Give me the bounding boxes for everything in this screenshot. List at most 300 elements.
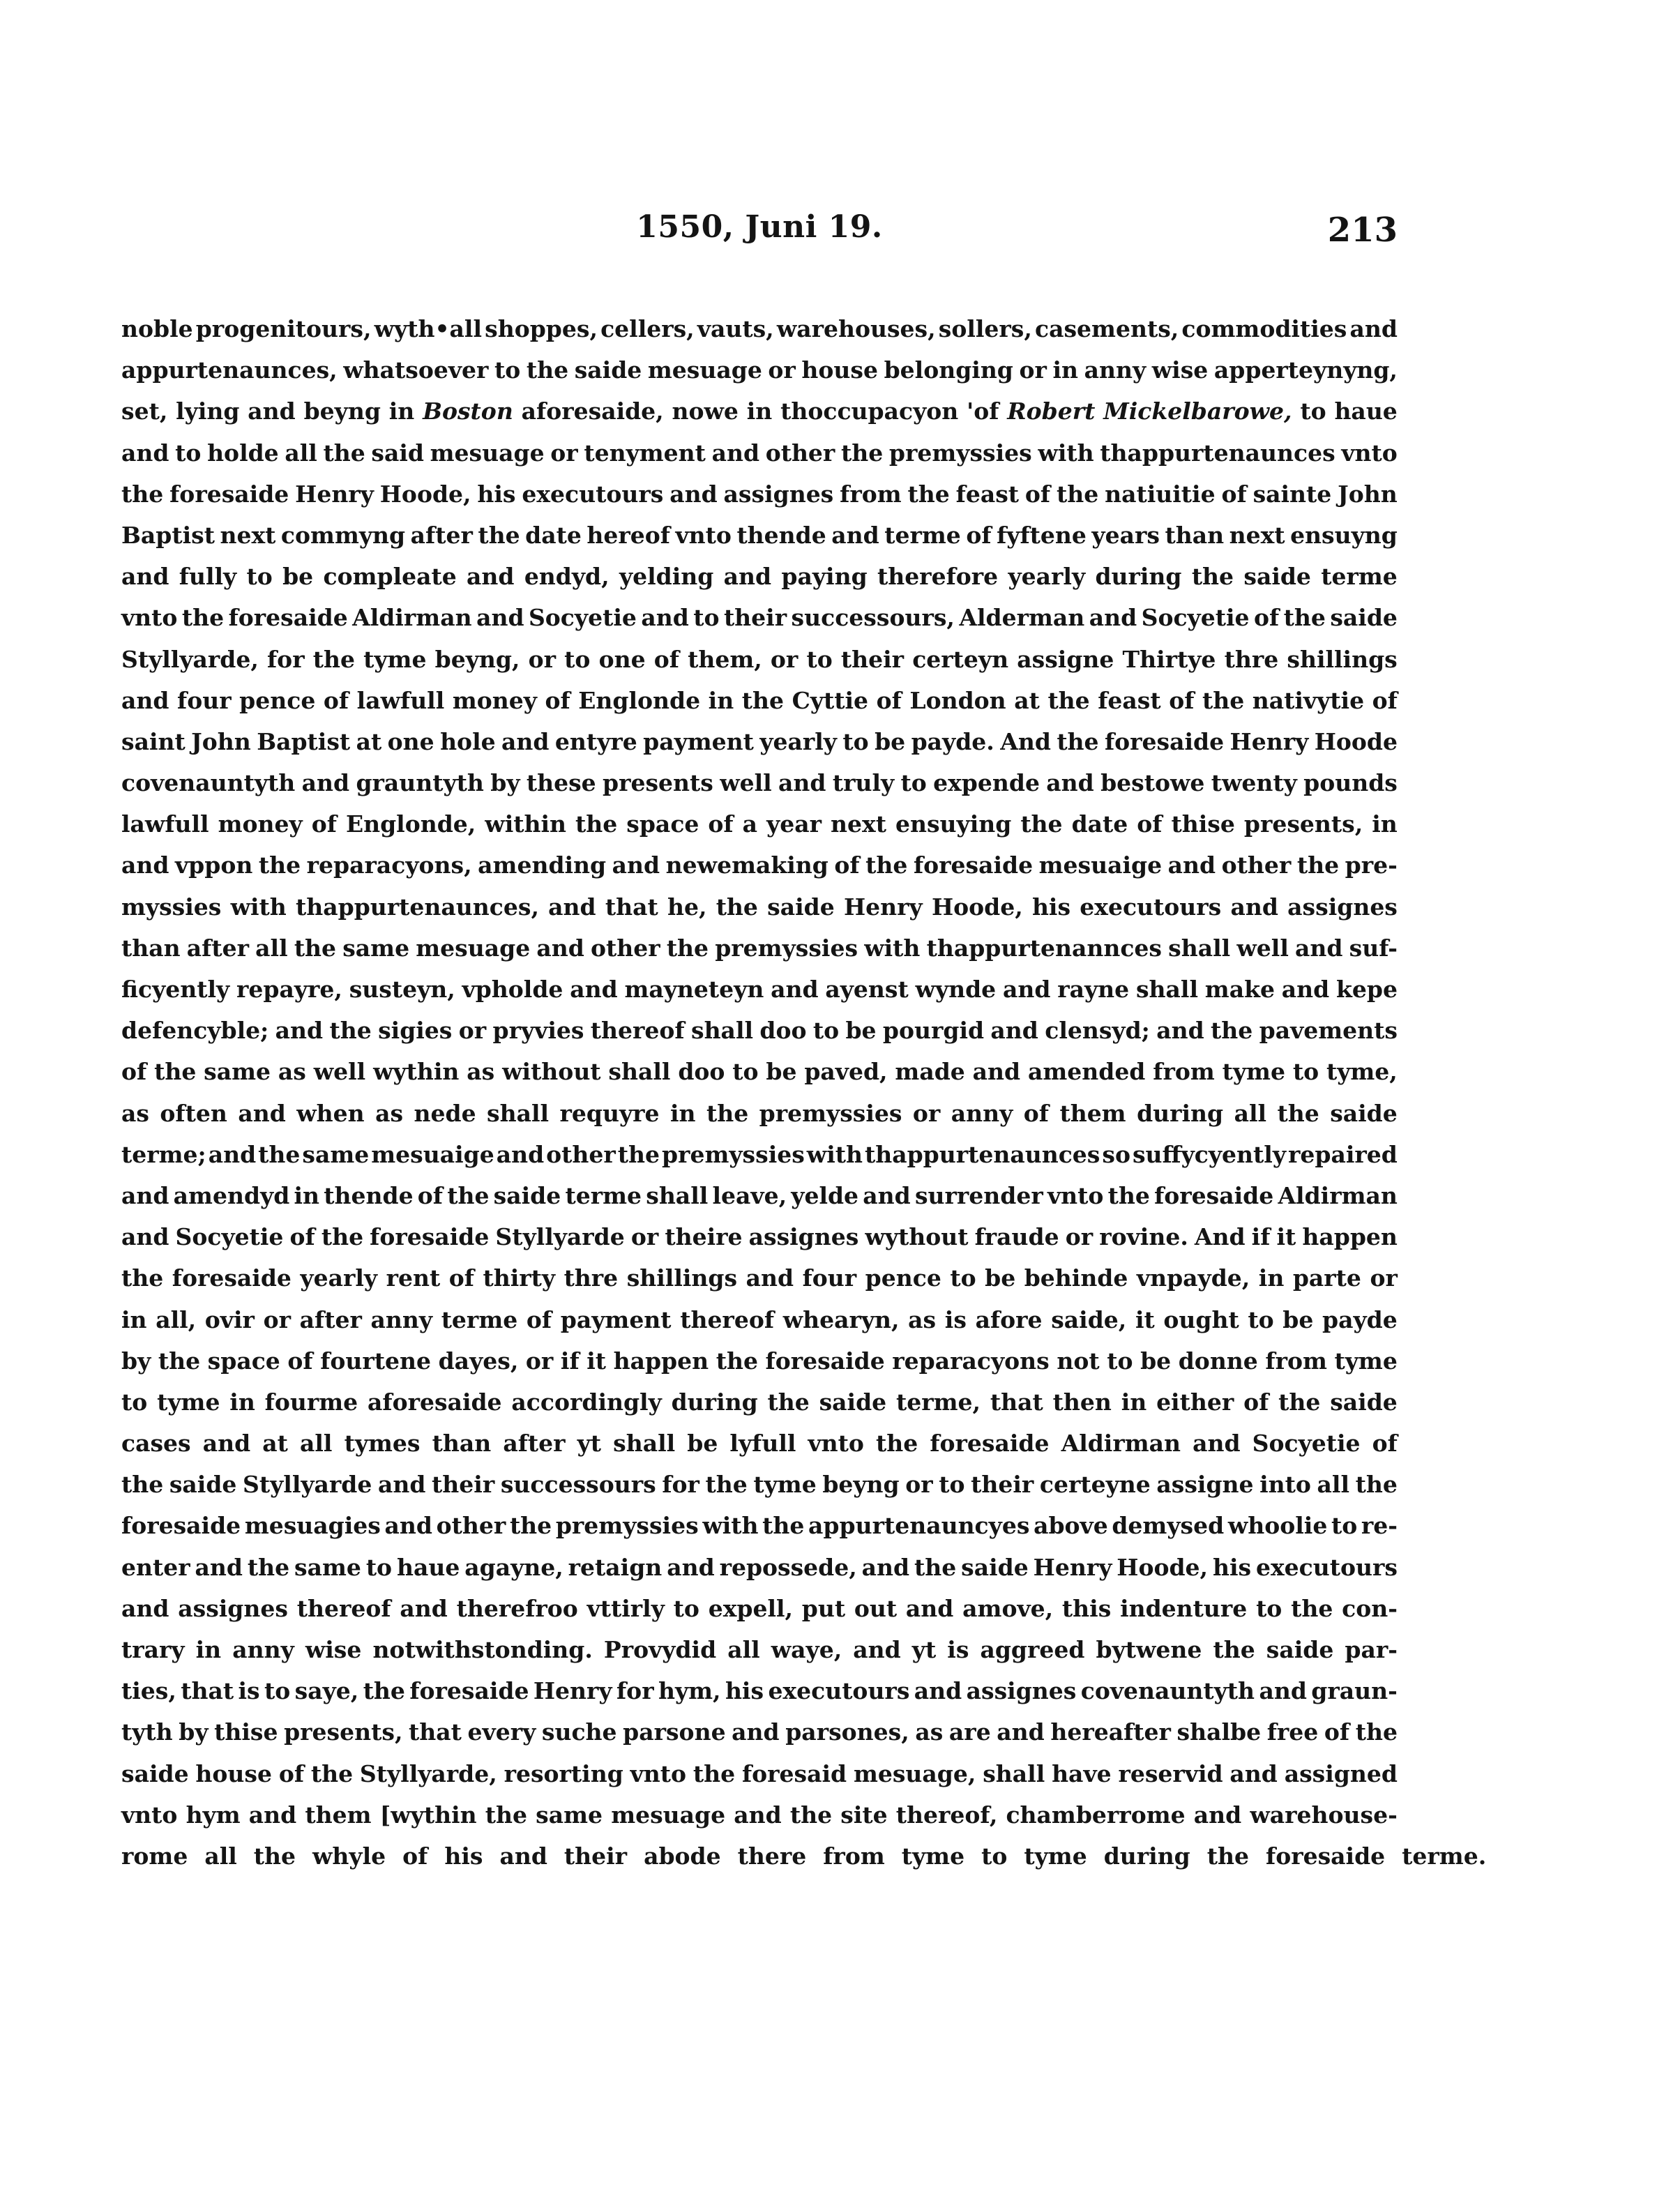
word: in [1258, 1264, 1285, 1292]
word: suche [541, 1718, 617, 1746]
word: or [525, 1347, 554, 1375]
word: expell, [708, 1594, 794, 1622]
header-date: 1550, Juni 19. [636, 209, 883, 245]
word: tyth [121, 1718, 173, 1746]
word: tyme [1222, 1058, 1285, 1086]
word: other [591, 934, 660, 962]
word: mesuage [416, 934, 531, 962]
word: these [526, 769, 596, 797]
text-line [121, 680, 1398, 721]
word: than [1165, 521, 1225, 549]
word: the [693, 1759, 736, 1787]
text-line [121, 1010, 1398, 1051]
word: of [876, 686, 902, 714]
word: the [741, 686, 784, 714]
word: tyme [1024, 1842, 1087, 1870]
word: and [208, 1140, 257, 1168]
text-line [121, 1505, 1398, 1546]
word: of [545, 686, 570, 714]
text-line [121, 515, 1398, 556]
word: saide [1330, 1099, 1398, 1127]
word: it [1135, 1305, 1155, 1333]
word: yearly [759, 727, 837, 755]
word: payde. [911, 727, 994, 755]
word: paying [781, 563, 868, 591]
word: rovine. [1099, 1223, 1188, 1251]
word: abode [644, 1842, 721, 1870]
word: and [1259, 1677, 1307, 1705]
word: in [1121, 1388, 1147, 1416]
word: and [746, 1264, 794, 1292]
word: sainte [1253, 480, 1332, 508]
word: the [1206, 1842, 1249, 1870]
word: to [900, 769, 927, 797]
word: as [278, 1058, 306, 1086]
word: and [667, 1553, 715, 1581]
word: all [1234, 1099, 1267, 1127]
word: thende [324, 1181, 414, 1209]
word: pre- [1345, 852, 1398, 879]
word: casements, [1035, 315, 1179, 342]
word: premyssies [759, 1099, 902, 1127]
word: or [1370, 1264, 1398, 1292]
word: all, [156, 1305, 197, 1333]
word: date [1071, 810, 1128, 838]
word: reservid [1118, 1759, 1223, 1787]
word: ficyently [121, 976, 230, 1003]
word: payment [643, 727, 754, 755]
word: or [768, 356, 796, 384]
word: to [1300, 398, 1326, 425]
word: trary [121, 1636, 185, 1663]
word: lying [176, 398, 240, 425]
word: Aldirman [1278, 1181, 1398, 1209]
word: the [363, 1677, 405, 1705]
text-line [121, 1464, 1398, 1505]
word: that [181, 1677, 234, 1705]
word: the [253, 1842, 296, 1870]
word: or [528, 645, 556, 673]
word: and [377, 1471, 426, 1499]
word: foresaide [172, 1264, 292, 1292]
word: all [255, 934, 288, 962]
word: to [950, 1264, 976, 1292]
word: be [282, 563, 314, 591]
word: to [175, 439, 202, 467]
text-line [121, 1175, 1398, 1216]
word: Robert [1007, 398, 1096, 425]
word: Aldirman [352, 604, 472, 632]
word: paved, [804, 1058, 888, 1086]
word: make [1204, 976, 1275, 1003]
word: and [734, 1801, 782, 1829]
word: dayes, [438, 1347, 519, 1375]
word: and [1281, 976, 1330, 1003]
word: mesuage [611, 1801, 726, 1829]
word: ensuyng [1290, 521, 1398, 549]
word: house [801, 356, 878, 384]
word: mesuaige [371, 1140, 494, 1168]
word: years [1091, 521, 1160, 549]
word: fourme [264, 1388, 358, 1416]
word: and [669, 480, 718, 508]
word: of [1253, 604, 1280, 632]
word: foresaide [370, 1223, 490, 1251]
word: the [158, 1347, 201, 1375]
word: waye, [771, 1636, 842, 1663]
word: thirty [483, 1264, 556, 1292]
word: whatsoever [343, 356, 489, 384]
word: pryvies [492, 1017, 584, 1045]
word: so [1102, 1140, 1130, 1168]
word: apperteynyng, [1213, 356, 1398, 384]
word: John [191, 727, 251, 755]
word: the [485, 1801, 528, 1829]
word: to [1331, 1512, 1358, 1540]
word: saye, [294, 1677, 359, 1705]
word: in [708, 686, 734, 714]
word: yelding [619, 563, 714, 591]
word: them [305, 1801, 372, 1829]
word: and [853, 1636, 901, 1663]
word: as [467, 1058, 495, 1086]
word: the [575, 810, 618, 838]
word: haue [1334, 398, 1398, 425]
word: tenyment [584, 439, 706, 467]
word: and [400, 1594, 448, 1622]
word: saide [1243, 563, 1311, 591]
word: for [662, 1471, 699, 1499]
word: yearly [300, 1264, 378, 1292]
word: their [563, 1842, 628, 1870]
word: graun- [1311, 1677, 1398, 1705]
word: be [766, 1058, 797, 1086]
word: and [548, 893, 596, 921]
word: Styllyarde, [359, 1759, 497, 1787]
word: well [1236, 934, 1289, 962]
word: the [247, 1553, 290, 1581]
text-line [121, 1588, 1398, 1629]
word: and [476, 604, 524, 632]
word: cellers, [600, 315, 695, 342]
word: space [626, 810, 699, 838]
word: mesuagies [244, 1512, 381, 1540]
word: fraude [974, 1223, 1059, 1251]
word: or [458, 1017, 487, 1045]
text-line [121, 391, 1398, 432]
word: the [181, 604, 225, 632]
word: of [1243, 1388, 1269, 1416]
word: Styllyarde [243, 1471, 372, 1499]
word: and [496, 1140, 545, 1168]
word: as [375, 1099, 404, 1127]
word: endyd, [524, 563, 610, 591]
word: executours [522, 480, 664, 508]
word: bytwene [1096, 1636, 1202, 1663]
word: to [673, 1594, 699, 1622]
word: after [410, 521, 473, 549]
word: the [1213, 1636, 1255, 1663]
word: his [1212, 1553, 1252, 1581]
word: of [1023, 1099, 1049, 1127]
word: Socyetie [1141, 604, 1250, 632]
word: agayne, [464, 1553, 563, 1581]
word: shillings [1287, 645, 1398, 673]
word: to [246, 563, 273, 591]
word: tyme [901, 1842, 965, 1870]
word: ayenst [825, 976, 909, 1003]
word: the [617, 1140, 660, 1168]
word: and [121, 852, 169, 879]
text-line [121, 762, 1398, 803]
word: to [494, 356, 521, 384]
word: and [997, 1718, 1045, 1746]
word: thre [563, 1264, 619, 1292]
word: to [564, 645, 591, 673]
word: Henry [533, 1677, 612, 1705]
text-line [121, 1257, 1398, 1299]
word: Henry [295, 480, 374, 508]
word: yearly [1008, 563, 1086, 591]
word: of [323, 686, 349, 714]
word: terme [1321, 563, 1398, 591]
word: in [388, 398, 415, 425]
word: during [1095, 563, 1182, 591]
word: aforesaide [368, 1388, 502, 1416]
word: with [702, 1512, 759, 1540]
word: of [287, 1347, 313, 1375]
word: in [195, 1636, 222, 1663]
word: his [1031, 893, 1071, 921]
word: amending [478, 852, 607, 879]
text-line [121, 928, 1398, 969]
word: of [1372, 686, 1398, 714]
word: and [202, 1430, 251, 1458]
text-line [121, 1794, 1398, 1836]
word: with [806, 1140, 863, 1168]
word: appurtenauncyes [808, 1512, 1030, 1540]
word: Socyetie [175, 1223, 284, 1251]
word: terme [441, 1305, 518, 1333]
word: date [525, 521, 582, 549]
word: and [301, 769, 350, 797]
word: the [1355, 1471, 1398, 1499]
running-head [121, 202, 1398, 258]
word: tyme [1334, 1347, 1398, 1375]
word: certeyn [912, 645, 1009, 673]
word: shoppes, [485, 315, 598, 342]
word: to [806, 645, 833, 673]
word: of [1169, 686, 1195, 714]
word: and [121, 1594, 169, 1622]
word: be [845, 1017, 877, 1045]
word: without [502, 1058, 601, 1086]
word: thappurtenaunces [864, 1140, 1100, 1168]
word: Styllyarde [495, 1223, 625, 1251]
word: Socyetie [528, 604, 637, 632]
word: wynde [915, 976, 997, 1003]
word: fourtene [320, 1347, 432, 1375]
text-line [121, 803, 1398, 845]
word: Baptist [257, 727, 351, 755]
word: in [669, 1099, 696, 1127]
word: rent [386, 1264, 441, 1292]
word: assignes [966, 1677, 1077, 1705]
word: Hoode, [931, 893, 1023, 921]
word: to [365, 1553, 393, 1581]
word: at [356, 727, 382, 755]
word: or [550, 439, 578, 467]
word: noble [121, 315, 193, 342]
word: the [121, 1264, 164, 1292]
word: vnto [675, 521, 732, 549]
word: the [1355, 1718, 1398, 1746]
word: site [840, 1801, 888, 1829]
word: and [972, 1058, 1021, 1086]
word: shall [1168, 934, 1231, 962]
word: covenauntyth [1080, 1677, 1255, 1705]
word: same [342, 934, 410, 962]
word: and [1295, 934, 1343, 962]
word: Alderman [959, 604, 1085, 632]
word: anny [370, 1305, 433, 1333]
word: Baptist [121, 521, 215, 549]
word: natiuitie [1105, 480, 1216, 508]
word: the [1291, 1594, 1333, 1622]
word: terme, [896, 1388, 981, 1416]
word: his [477, 480, 516, 508]
word: resorting [504, 1759, 623, 1787]
word: tymes [344, 1430, 421, 1458]
word: anny [1084, 356, 1147, 384]
text-line [121, 969, 1398, 1010]
word: certeyne [1039, 1471, 1151, 1499]
word: other [1221, 852, 1292, 879]
word: the [121, 480, 164, 508]
word: to [842, 727, 869, 755]
word: from [823, 1842, 885, 1870]
word: belonging [884, 356, 1013, 384]
word: vnto [121, 1801, 178, 1829]
word: of [1221, 480, 1247, 508]
word: the [294, 934, 337, 962]
word: premyssies [661, 1140, 805, 1168]
word: donne [1178, 1347, 1258, 1375]
word: the [154, 1058, 197, 1086]
word: presents, [284, 1718, 403, 1746]
word: the [329, 1017, 372, 1045]
word: vnto [630, 1759, 687, 1787]
word: house [195, 1759, 272, 1787]
word: mesuaige [1038, 852, 1163, 879]
word: foresaide [228, 604, 348, 632]
word: the [1107, 1181, 1150, 1209]
word: thre [1224, 645, 1279, 673]
word: premyssies [888, 439, 1032, 467]
word: not [1057, 1347, 1100, 1375]
word: and [384, 1512, 432, 1540]
word: next [220, 521, 276, 549]
word: other [436, 1512, 506, 1540]
word: the [876, 1430, 918, 1458]
word: doo [759, 1017, 807, 1045]
word: nowe [672, 398, 739, 425]
word: that [409, 1718, 462, 1746]
word: defencyble; [121, 1017, 269, 1045]
word: by [490, 769, 520, 797]
text-line [121, 721, 1398, 762]
word: assignes [748, 1223, 859, 1251]
word: into [1259, 1471, 1311, 1499]
word: or [263, 1305, 291, 1333]
text-line [121, 474, 1398, 515]
word: Henry [1033, 1553, 1112, 1581]
word: ought [1163, 1305, 1239, 1333]
word: thereof [590, 1017, 685, 1045]
word: often [160, 1099, 227, 1127]
word: the [1211, 1017, 1253, 1045]
word: therefroo [456, 1594, 578, 1622]
word: next [1229, 521, 1285, 549]
word: the [716, 1347, 758, 1375]
word: the [907, 480, 950, 508]
word: and [914, 1677, 962, 1705]
word: expende [933, 769, 1040, 797]
word: and [1089, 604, 1137, 632]
text-line [121, 1629, 1398, 1670]
word: the [1283, 604, 1326, 632]
word: assignes [1287, 893, 1398, 921]
word: premyssies [715, 934, 858, 962]
word: bestowe [1100, 769, 1205, 797]
word: rayne [1057, 976, 1130, 1003]
word: as [908, 1305, 937, 1333]
word: and [570, 976, 618, 1003]
word: rome [121, 1842, 188, 1870]
word: whearyn, [782, 1305, 900, 1333]
word: of [966, 521, 992, 549]
word: during [671, 1388, 758, 1416]
word: terme. [1402, 1842, 1487, 1870]
word: than [432, 1430, 492, 1458]
word: and [863, 1181, 911, 1209]
word: to [264, 1677, 291, 1705]
word: vnto [808, 1430, 864, 1458]
word: the [1057, 727, 1099, 755]
word: next [831, 810, 886, 838]
word: nede [414, 1099, 476, 1127]
word: premyssies [555, 1512, 699, 1540]
word: them [1059, 1099, 1126, 1127]
word: and [1002, 976, 1051, 1003]
word: them, [688, 645, 762, 673]
word: and [248, 398, 296, 425]
word: hym, [658, 1677, 721, 1705]
word: retaign [568, 1553, 663, 1581]
word: yelde [791, 1181, 859, 1209]
word: cases [121, 1430, 191, 1458]
word: leave, [712, 1181, 787, 1209]
word: payment [560, 1305, 672, 1333]
word: and [1193, 1430, 1241, 1458]
word: free [1266, 1718, 1319, 1746]
word: to [1107, 1347, 1133, 1375]
word: shall [608, 1058, 671, 1086]
word: sollers, [938, 315, 1032, 342]
text-line [121, 1299, 1398, 1340]
word: nativytie [1252, 686, 1365, 714]
word: mesuage, [853, 1759, 976, 1787]
